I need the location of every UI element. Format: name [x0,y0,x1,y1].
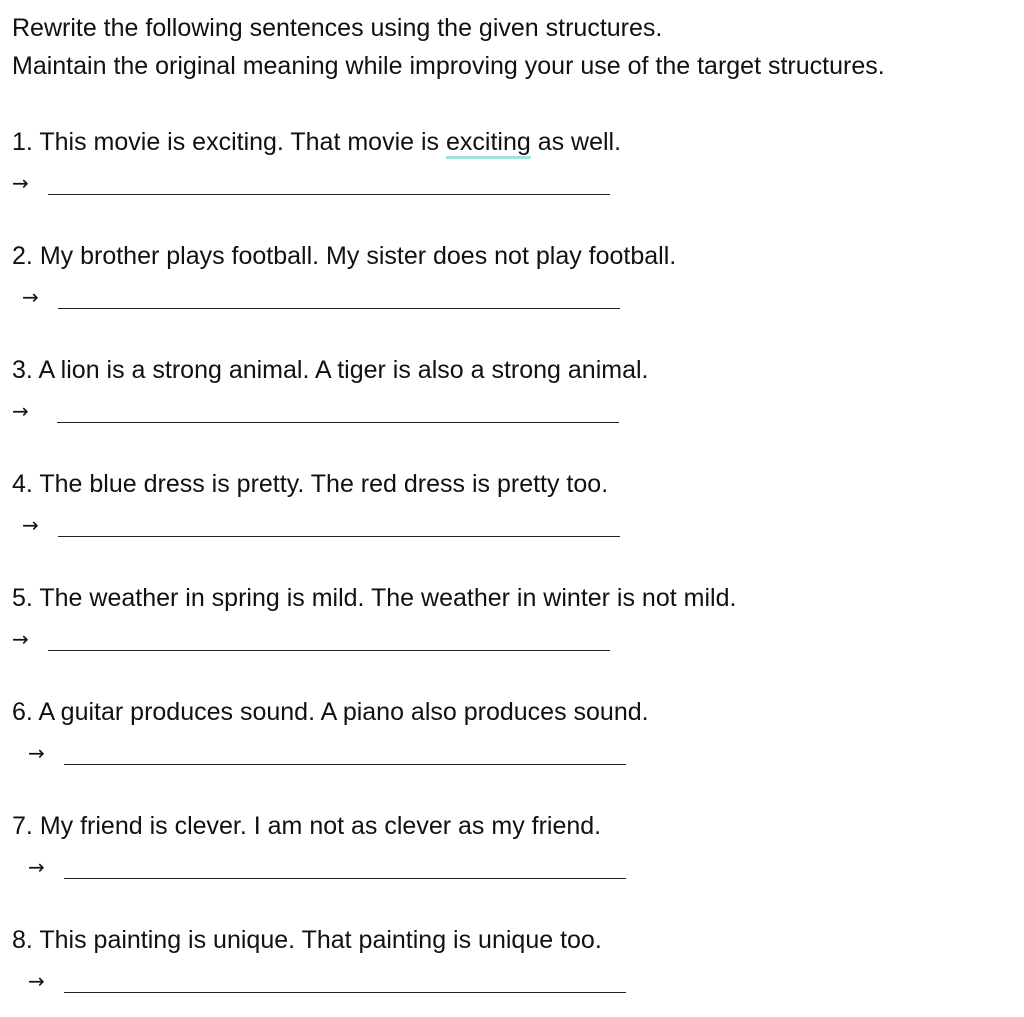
answer-row [12,389,1024,431]
question-sentence: This painting is unique. That painting is unique too. [39,926,602,954]
question-item [12,921,1024,1001]
question-sentence-end: as well. [530,128,622,156]
question-text [12,123,1024,161]
question-text [12,921,1024,959]
instruction-line-1: Rewrite the following sentences using the given structures. [12,14,663,42]
question-item [12,237,1024,317]
question-sentence: My brother plays football. My sister does not play football. [39,242,677,270]
question-number: 6. [12,698,33,726]
question-sentence: A lion is a strong animal. A tiger is also a strong animal. [38,356,649,384]
answer-blank[interactable] [64,856,626,879]
question-number: 7. [12,812,33,840]
arrow-icon: → [28,855,45,879]
question-sentence: The weather in spring is mild. The weather in winter is not mild. [39,584,737,612]
question-text [12,351,1024,389]
answer-row [12,959,1024,1001]
answer-row [12,275,1024,317]
question-number: 1. [12,128,33,156]
arrow-icon: → [28,741,45,765]
arrow-icon: → [12,171,29,195]
arrow-icon: → [28,969,45,993]
question-sentence: This movie is exciting. That movie is [39,128,446,156]
question-number: 8. [12,926,33,954]
answer-blank[interactable] [58,286,620,309]
instruction-line-2: Maintain the original meaning while improving your use of the target structures. [12,52,885,80]
answer-row [12,617,1024,659]
question-number: 5. [12,584,33,612]
question-item [12,351,1024,431]
question-text [12,237,1024,275]
arrow-icon: → [12,627,29,651]
answer-blank[interactable] [64,742,626,765]
question-item [12,807,1024,887]
answer-row [12,731,1024,773]
answer-row [12,845,1024,887]
question-sentence: A guitar produces sound. A piano also produces sound. [38,698,649,726]
question-item [12,465,1024,545]
answer-blank[interactable] [57,400,619,423]
arrow-icon: → [22,513,39,537]
question-number: 2. [12,242,33,270]
answer-row [12,161,1024,203]
question-item [12,693,1024,773]
question-text [12,807,1024,845]
answer-blank[interactable] [48,628,610,651]
answer-blank[interactable] [64,970,626,993]
answer-blank[interactable] [58,514,620,537]
question-text [12,465,1024,503]
arrow-icon: → [22,285,39,309]
answer-blank[interactable] [48,172,610,195]
question-text [12,579,1024,617]
question-item [12,123,1024,203]
arrow-icon: → [12,399,29,423]
question-text [12,693,1024,731]
question-sentence: My friend is clever. I am not as clever as my friend. [39,812,602,840]
answer-row [12,503,1024,545]
question-sentence: The blue dress is pretty. The red dress is pretty too. [39,470,609,498]
highlighted-word: exciting [445,128,531,156]
question-number: 4. [12,470,33,498]
question-number: 3. [12,356,33,384]
question-list [12,123,1024,1001]
question-item [12,579,1024,659]
